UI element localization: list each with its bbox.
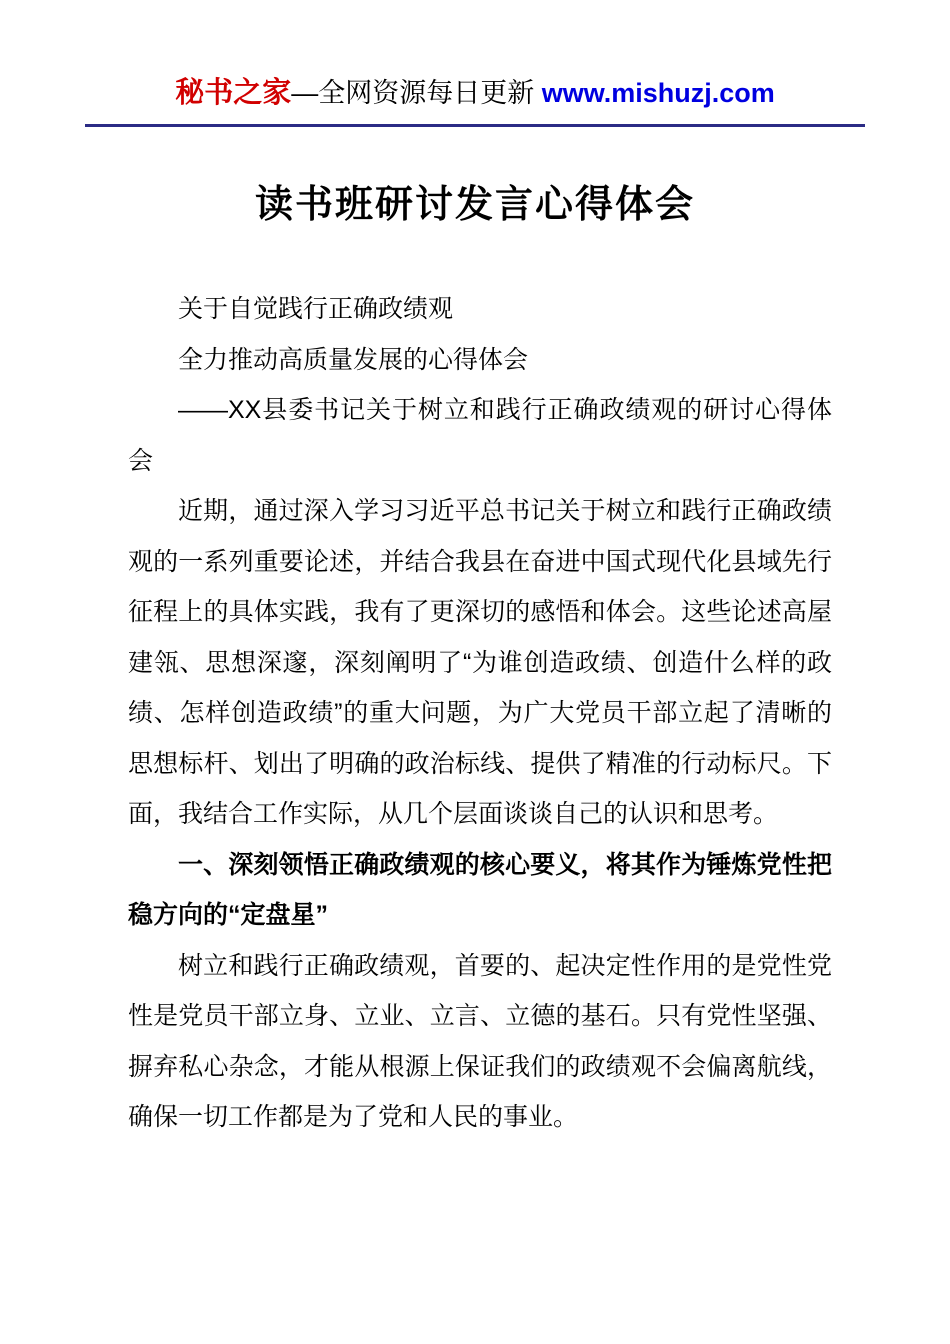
- paragraph: ——XX县委书记关于树立和践行正确政绩观的研讨心得体会: [128, 396, 832, 475]
- header-divider: [85, 124, 865, 127]
- paragraph: 关于自觉践行正确政绩观: [178, 295, 454, 323]
- paragraph: 树立和践行正确政绩观，首要的、起决定性作用的是党性党性是党员干部立身、立业、立言、立德的基石。只有党性坚强、摒弃私心杂念，才能从根源上保证我们的政绩观不会偏离航线，确保一切工作都是为了党和人民的事业。: [128, 951, 832, 1131]
- site-tagline: —全网资源每日更新: [291, 78, 542, 108]
- document-body: [0, 228, 950, 1143]
- site-header: [0, 76, 950, 110]
- document-title: 读书班研讨发言心得体会: [254, 184, 695, 226]
- site-url-link[interactable]: www.mishuzj.com: [541, 78, 775, 108]
- section-heading: 一、深刻领悟正确政绩观的核心要义，将其作为锤炼党性把稳方向的“定盘星”: [128, 850, 832, 929]
- paragraph: 全力推动高质量发展的心得体会: [178, 345, 529, 374]
- paragraph: 近期，通过深入学习习近平总书记关于树立和践行正确政绩观的一系列重要论述，并结合我县在奋进中国式现代化县域先行征程上的具体实践，我有了更深切的感悟和体会。这些论述高屋建瓴、思想深邃，深刻阐明了“为谁创造政绩、创造什么样的政绩、怎样创造政绩”的重大问题，为广大党员干部立起了清晰的思想标杆、划出了明确的政治标线、提供了精准的行动标尺。下面，我结合工作实际，从几个层面谈谈自己的认识和思考。: [128, 497, 832, 828]
- site-name: 秘书之家: [175, 77, 292, 109]
